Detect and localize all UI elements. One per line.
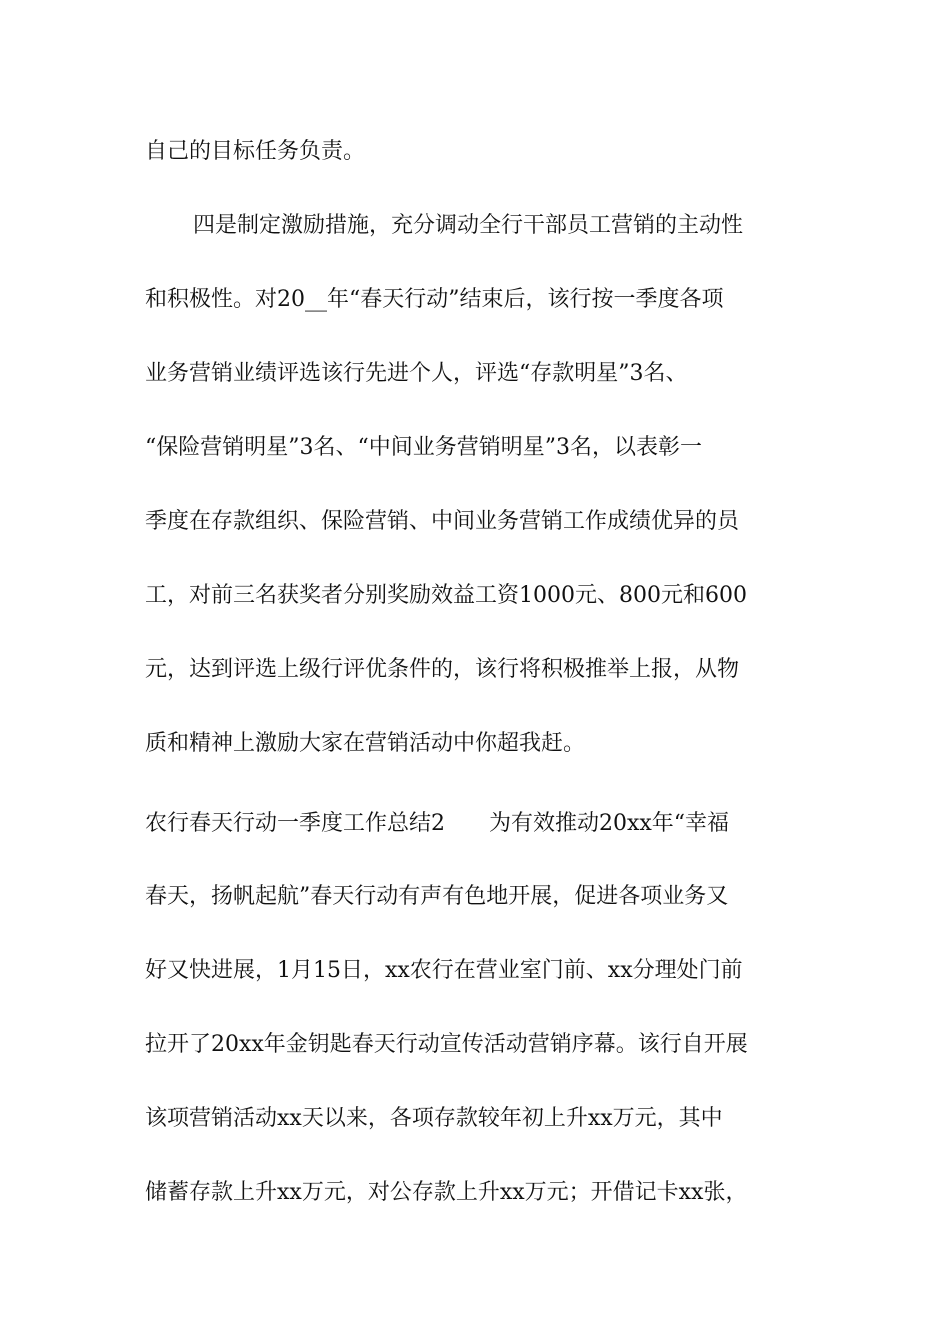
- text-line: 自己的目标任务负责。: [145, 139, 366, 164]
- text-line: 业务营销业绩评选该行先进个人，评选“存款明星”3名、: [145, 361, 688, 386]
- text-line: 春天，扬帆起航”春天行动有声有色地开展，促进各项业务又: [145, 884, 729, 909]
- text-line: “保险营销明星”3名、“中间业务营销明星”3名，以表彰一: [145, 435, 702, 460]
- text-line: 质和精神上激励大家在营销活动中你超我赶。: [145, 731, 586, 756]
- text-line: 好又快进展，1月15日，xx农行在营业室门前、xx分理处门前: [145, 958, 743, 983]
- paragraph-first-line: 四是制定激励措施，充分调动全行干部员工营销的主动性: [193, 213, 744, 238]
- text-line: 元，达到评选上级行评优条件的，该行将积极推举上报，从物: [145, 657, 740, 682]
- section-heading-line: 农行春天行动一季度工作总结2 为有效推动20xx年“幸福: [145, 811, 730, 836]
- text-line: 该项营销活动xx天以来，各项存款较年初上升xx万元，其中: [145, 1106, 723, 1131]
- text-line: 储蓄存款上升xx万元，对公存款上升xx万元；开借记卡xx张，: [145, 1180, 748, 1205]
- text-line: 季度在存款组织、保险营销、中间业务营销工作成绩优异的员: [145, 509, 740, 534]
- text-line: 和积极性。对20__年“春天行动”结束后，该行按一季度各项: [145, 287, 724, 312]
- text-line: 工，对前三名获奖者分别奖励效益工资1000元、800元和600: [145, 583, 747, 608]
- text-line: 拉开了20xx年金钥匙春天行动宣传活动营销序幕。该行自开展: [145, 1032, 748, 1057]
